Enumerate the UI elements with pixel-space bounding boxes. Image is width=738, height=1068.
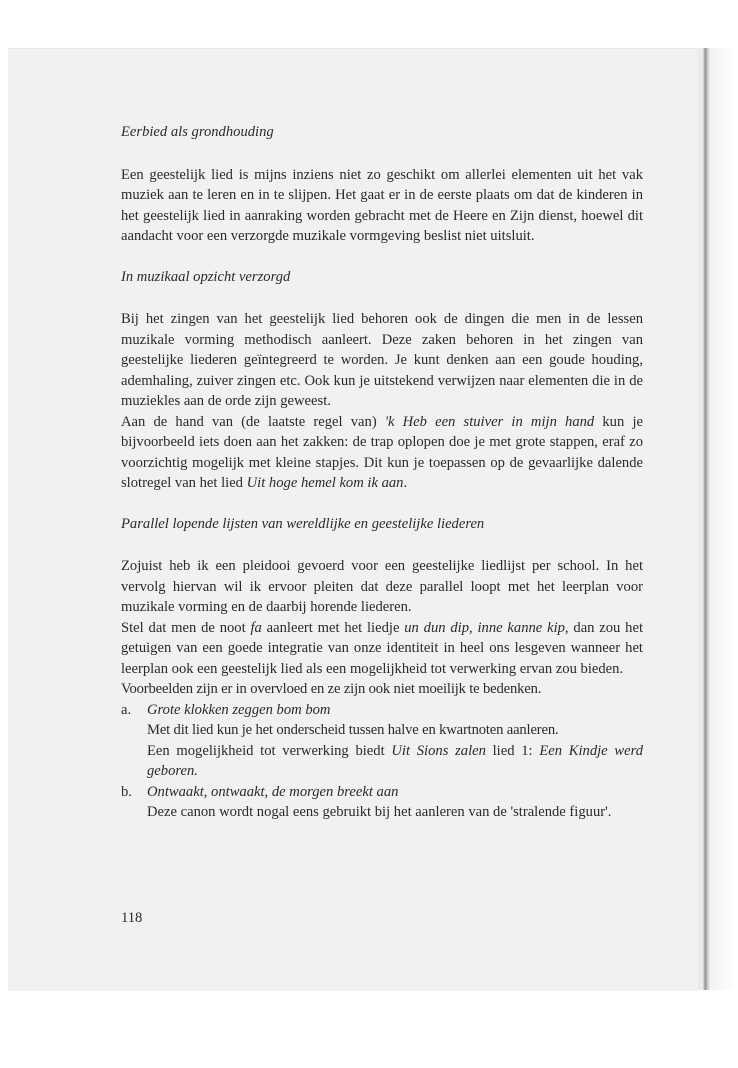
paragraph: [121, 412, 643, 494]
text-run: Een mogelijkheid tot verwerking biedt: [147, 742, 392, 759]
song-title: Een Kindje werd geboren.: [147, 742, 644, 779]
list-item: [121, 700, 643, 782]
section-heading-parallel: Parallel lopende lijsten van wereldlijke en geestelijke liederen: [121, 515, 485, 532]
text-run: kun je bijvoorbeeld iets doen aan het zakken: de trap oplopen doe je met grote stappen, eraf zo voorzichtig mogelijk met kleine stapjes. Dit kun je toepassen op de gevaarlijke dalende slotregel van het lied: [121, 413, 643, 491]
paragraph: Voorbeelden zijn er in overvloed en ze zijn ook niet moeilijk te bedenken.: [121, 681, 542, 697]
text-run: Stel dat men de noot: [121, 619, 251, 636]
page-content: [121, 122, 643, 823]
list-item: [121, 782, 643, 823]
page-number: 118: [121, 910, 143, 926]
section-heading-musical: In muzikaal opzicht verzorgd: [121, 268, 291, 285]
text-run: Aan de hand van (de laatste regel van): [121, 413, 385, 430]
song-title: un dun dip, inne kanne kip,: [404, 619, 569, 636]
paragraph: Zojuist heb ik een pleidooi gevoerd voor een geestelijke liedlijst per school. In het vervolg hiervan wil ik ervoor pleiten dat deze parallel loopt met het leerplan voor muzikale vorming en de daarbij horende liederen.: [121, 558, 643, 615]
text-run: dan zou het getuigen van een goede integratie van onze identiteit in heel ons lesgeven wanneer het leerplan ook een geestelijk lied als een mogelijkheid tot verwerking ervan zou bieden.: [121, 619, 644, 677]
list-marker: b.: [121, 783, 132, 800]
book-spine: [698, 48, 738, 990]
list-marker: a.: [121, 701, 132, 718]
list-item-text: [147, 741, 643, 782]
paragraph: [121, 618, 643, 680]
text-run: lied 1:: [485, 742, 540, 759]
paragraph: Een geestelijk lied is mijns inziens niet zo geschikt om allerlei elementen uit het vak muziek aan te leren en in te slijpen. Het gaat er in de eerste plaats om dat de kinderen in het geestelijk lied in aanraking worden gebracht met de Heere en Zijn dienst, hoewel dit aandacht voor een verzorgde muzikale vormgeving beslist niet uitsluit.: [121, 166, 643, 244]
text-run: aanleert met het liedje: [261, 619, 405, 636]
list-item-title: Ontwaakt, ontwaakt, de morgen breekt aan: [147, 783, 399, 800]
list-item-title: Grote klokken zeggen bom bom: [147, 701, 331, 718]
list-item-text: Met dit lied kun je het onderscheid tussen halve en kwartnoten aanleren.: [147, 722, 559, 738]
text-run: .: [403, 475, 408, 491]
song-title: 'k Heb een stuiver in mijn hand: [384, 413, 595, 430]
examples-list: [121, 700, 643, 823]
section-heading-reverence: Eerbied als grondhouding: [121, 124, 274, 140]
paragraph: Bij het zingen van het geestelijk lied behoren ook de dingen die men in de lessen muzikale vorming methodisch aanleert. Deze zaken behoren in het zingen van geestelijke liederen geïntegreerd te worden. Je kunt denken aan een goude houding, ademhaling, zuiver zingen etc. Ook kun je uitstekend verwijzen naar elementen die in de muziekles aan de orde zijn geweest.: [121, 311, 643, 409]
list-item-text: Deze canon wordt nogal eens gebruikt bij het aanleren van de 'stralende figuur'.: [147, 804, 612, 820]
note-name: fa: [250, 619, 262, 636]
book-title: Uit Sions zalen: [391, 742, 486, 759]
song-title: Uit hoge hemel kom ik aan: [246, 475, 404, 491]
